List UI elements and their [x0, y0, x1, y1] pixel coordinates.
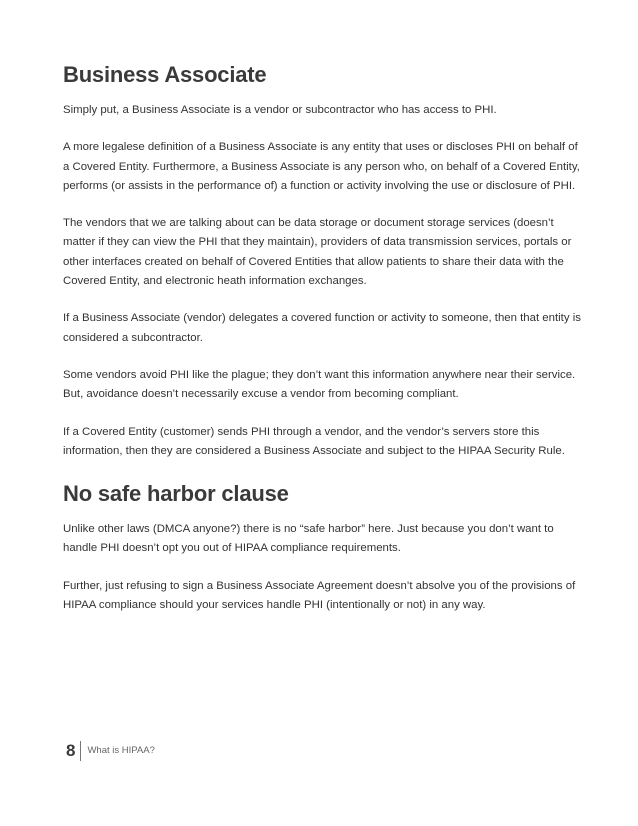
- section-heading-no-safe-harbor: No safe harbor clause: [63, 481, 289, 507]
- section-heading-business-associate: Business Associate: [63, 62, 267, 87]
- paragraph: Simply put, a Business Associate is a vendor or subcontractor who has access to PHI.: [63, 104, 497, 116]
- footer-divider: [80, 741, 81, 761]
- page-number: 8: [66, 741, 76, 760]
- paragraph: A more legalese definition of a Business Associate is any entity that uses or discloses PHI on behalf of a Covered Entity. Furthermore, a Business Associate is any person who, on behalf of a Covered Entity, performs (or assists in the performance of) a function or activity involving the use or disclosure of PHI.: [63, 141, 580, 192]
- page-content: [63, 58, 583, 633]
- footer-document-title: What is HIPAA?: [87, 745, 155, 756]
- paragraph: If a Business Associate (vendor) delegates a covered function or activity to someone, then that entity is considered a subcontractor.: [63, 312, 581, 344]
- paragraph: The vendors that we are talking about can be data storage or document storage services (doesn’t matter if they can view the PHI that they maintain), providers of data transmission services, portals or other interfaces created on behalf of Covered Entities that allow patients to share their data with the Covered Entity, and electronic heath information exchanges.: [63, 217, 572, 288]
- paragraph: If a Covered Entity (customer) sends PHI through a vendor, and the vendor’s servers store this information, then they are considered a Business Associate and subject to the HIPAA Security Rule.: [63, 425, 565, 457]
- paragraph: Some vendors avoid PHI like the plague; they don’t want this information anywhere near their service. But, avoidance doesn’t necessarily excuse a vendor from becoming compliant.: [63, 368, 576, 401]
- page-footer: [66, 740, 155, 762]
- paragraph: Unlike other laws (DMCA anyone?) there is no “safe harbor” here. Just because you don’t want to handle PHI doesn’t opt you out of HIPAA compliance requirements.: [63, 523, 554, 555]
- paragraph: Further, just refusing to sign a Business Associate Agreement doesn’t absolve you of the provisions of HIPAA compliance should your services handle PHI (intentionally or not) in any way.: [63, 579, 576, 612]
